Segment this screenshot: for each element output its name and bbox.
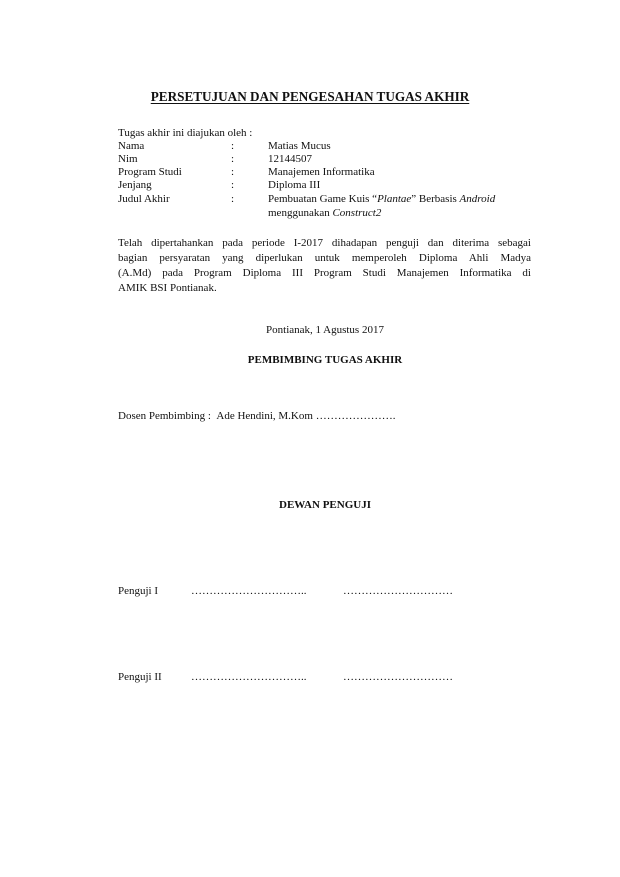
approval-paragraph <box>118 236 531 296</box>
field-label-jenjang: Jenjang <box>118 179 152 191</box>
paragraph-line: Telah dipertahankan pada periode I-2017 dihadapan penguji dan diterima sebagai <box>118 237 531 249</box>
penguji-2-label: Penguji II <box>118 671 162 683</box>
judul-text: menggunakan <box>268 207 333 219</box>
judul-italic-android: Android <box>459 193 496 205</box>
field-label-nim: Nim <box>118 153 138 165</box>
penguji-2-signature-dots: ………………………… <box>343 671 453 683</box>
field-colon: : <box>231 166 235 178</box>
paragraph-line: (A.Md) pada Program Diploma III Program Studi Manajemen Informatika di <box>118 267 531 279</box>
penguji-1-label: Penguji I <box>118 585 159 597</box>
field-colon: : <box>231 193 235 205</box>
judul-text: ” Berbasis <box>411 193 460 205</box>
field-label-judul: Judul Akhir <box>118 193 170 205</box>
penguji-2-name-dots: ………………………….. <box>191 671 307 683</box>
field-value-jenjang: Diploma III <box>268 179 321 191</box>
field-colon: : <box>231 140 235 152</box>
dosen-label: Dosen Pembimbing : <box>118 410 211 422</box>
judul-italic-construct2: Construct2 <box>332 207 382 219</box>
field-value-judul-line1 <box>268 193 495 206</box>
paragraph-line: AMIK BSI Pontianak. <box>118 282 217 294</box>
judul-italic-plantae: Plantae <box>377 193 412 205</box>
signature-dots: …………………. <box>315 410 396 422</box>
field-value-program-studi: Manajemen Informatika <box>268 166 375 178</box>
field-value-nim: 12144507 <box>268 153 312 165</box>
field-value-judul-line2 <box>268 207 381 220</box>
field-colon: : <box>231 153 235 165</box>
intro-text: Tugas akhir ini diajukan oleh : <box>118 127 253 139</box>
dosen-pembimbing-line <box>118 410 395 423</box>
field-value-nama: Matias Mucus <box>268 140 331 152</box>
judul-text: Pembuatan Game Kuis “ <box>268 193 378 205</box>
field-colon: : <box>231 179 235 191</box>
paragraph-line: bagian persyaratan yang diperlukan untuk memperoleh Diploma Ahli Madya <box>118 252 531 264</box>
page-title: PERSETUJUAN DAN PENGESAHAN TUGAS AKHIR <box>150 89 470 104</box>
penguji-1-name-dots: ………………………….. <box>191 585 307 597</box>
dewan-penguji-heading: DEWAN PENGUJI <box>279 499 371 511</box>
field-label-program-studi: Program Studi <box>118 166 182 178</box>
date-line: Pontianak, 1 Agustus 2017 <box>266 324 384 336</box>
penguji-1-signature-dots: ………………………… <box>343 585 453 597</box>
dosen-name: Ade Hendini, M.Kom <box>216 410 313 422</box>
pembimbing-heading: PEMBIMBING TUGAS AKHIR <box>247 354 403 366</box>
field-label-nama: Nama <box>118 140 145 152</box>
